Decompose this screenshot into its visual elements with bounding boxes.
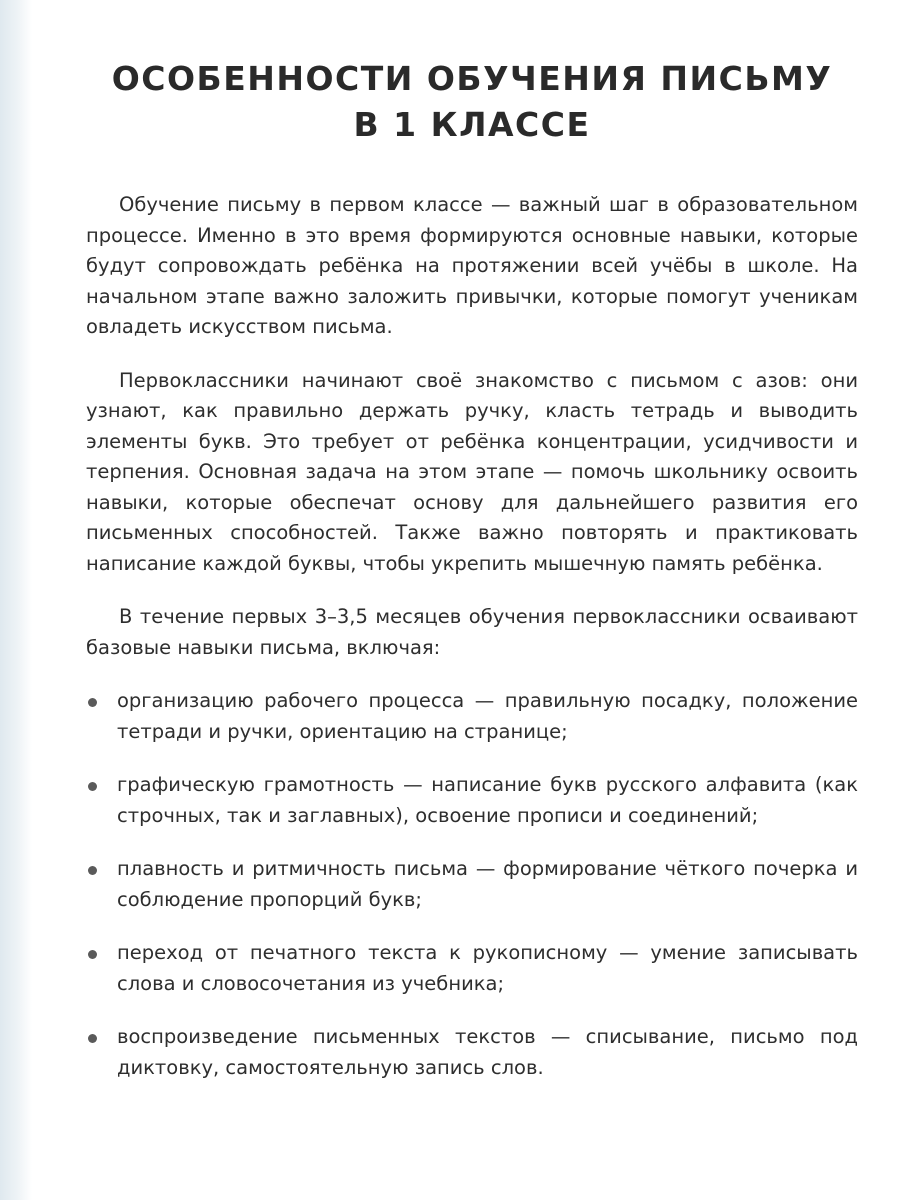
bullet-icon: [88, 1034, 97, 1043]
list-item-text: переход от печатного текста к рукописному — умение записывать слова и словосочетания из учебника;: [117, 941, 858, 995]
title-line-1: ОСОБЕННОСТИ ОБУЧЕНИЯ ПИСЬМУ: [111, 59, 833, 98]
paragraph-intro: Обучение письму в первом классе — важный шаг в образовательном процессе. Именно в это время формируются основные навыки, которые будут сопровождать ребёнка на протяжении всей учёбы в школе. На начальном этапе важно заложить привычки, которые помогут ученикам овладеть искусством письма.: [86, 193, 858, 338]
paragraph-skills-lead: В течение первых 3–3,5 месяцев обучения первоклассники осваивают базовые навыки письма, включая:: [86, 605, 858, 659]
list-item-text: графическую грамотность — написание букв русского алфавита (как строчных, так и заглавных), освоение прописи и соединений;: [117, 773, 858, 827]
list-item-text: воспроизведение письменных текстов — списывание, письмо под диктовку, самостоятельную запись слов.: [117, 1025, 858, 1079]
title-line-2: В 1 КЛАССЕ: [353, 105, 591, 144]
list-item: [86, 770, 858, 831]
document-body: [86, 190, 858, 1083]
bullet-icon: [88, 698, 97, 707]
list-item-text: плавность и ритмичность письма — формирование чёткого почерка и соблюдение пропорций букв;: [117, 857, 858, 911]
list-item: [86, 686, 858, 747]
skills-list: [86, 686, 858, 1083]
page-edge-decoration: [0, 0, 32, 1200]
bullet-icon: [88, 866, 97, 875]
page-title: [86, 56, 858, 148]
paragraph-first-graders: Первоклассники начинают своё знакомство с письмом с азов: они узнают, как правильно держать ручку, класть тетрадь и выводить элементы букв. Это требует от ребёнка концентрации, усидчивости и терпения. Основная задача на этом этапе — помочь школьнику освоить навыки, которые обеспечат основу для дальнейшего развития его письменных способностей. Также важно повторять и практиковать написание каждой буквы, чтобы укрепить мышечную память ребёнка.: [86, 368, 858, 575]
bullet-icon: [88, 950, 97, 959]
list-item: [86, 938, 858, 999]
list-item: [86, 854, 858, 915]
list-item: [86, 1022, 858, 1083]
document-page: [86, 44, 858, 1106]
list-item-text: организацию рабочего процесса — правильную посадку, положение тетради и ручки, ориентацию на странице;: [117, 689, 858, 743]
bullet-icon: [88, 782, 97, 791]
